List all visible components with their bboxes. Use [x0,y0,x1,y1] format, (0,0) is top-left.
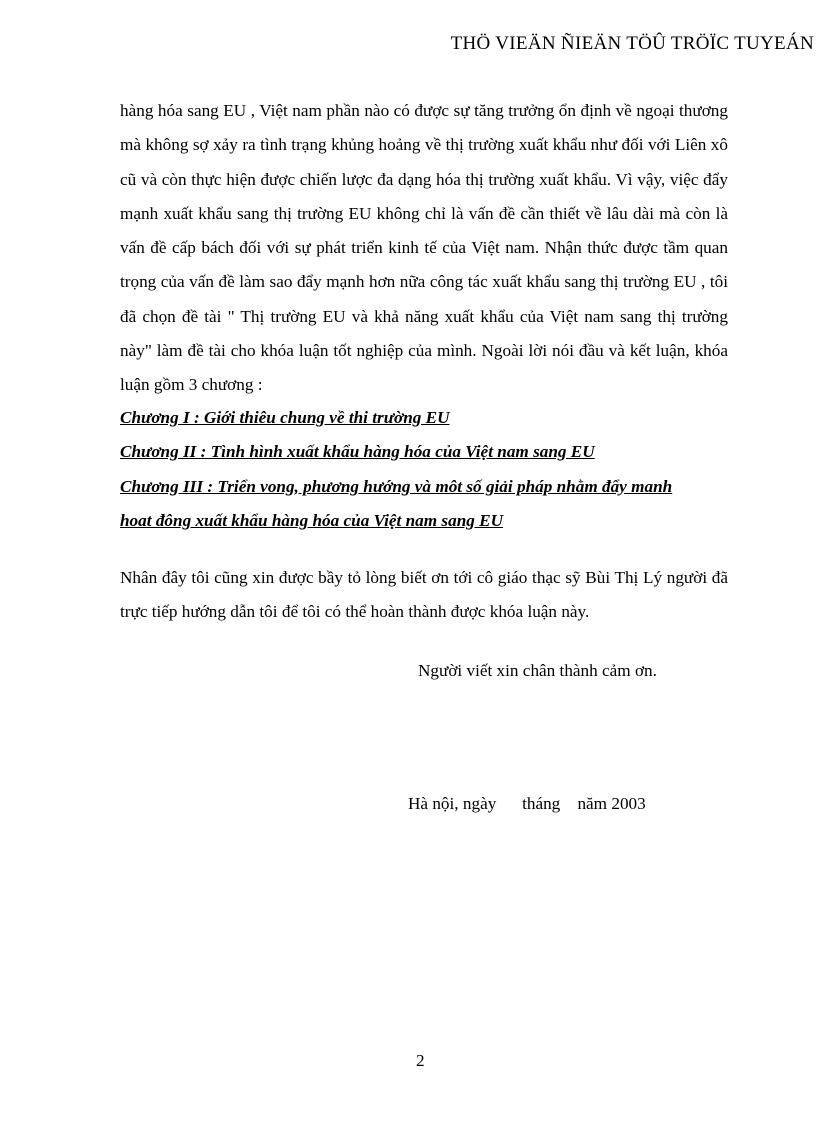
chapter-list [120,401,730,538]
date-line: Hà nội, ngày tháng năm 2003 [408,794,646,813]
intro-paragraph: hàng hóa sang EU , Việt nam phần nào có được sự tăng trưởng ổn định về ngoại thương mà không sợ xảy ra tình trạng khủng hoảng về thị trường xuất khẩu như đối với Liên xô cũ và còn thực hiện được chiến lược đa dạng hóa thị trường xuất khẩu. Vì vậy, việc đẩy mạnh xuất khẩu sang thị trường EU không chỉ là vấn đề cần thiết về lâu dài mà còn là vấn đề cấp bách đối với sự phát triển kinh tế của Việt nam. Nhận thức được tầm quan trọng của vấn đề làm sao đẩy mạnh hơn nữa công tác xuất khẩu sang thị trường EU , tôi đã chọn đề tài " Thị trường EU và khả năng xuất khẩu của Việt nam sang thị trường này" làm đề tài cho khóa luận tốt nghiệp của mình. Ngoài lời nói đầu và kết luận, khóa luận gồm 3 chương : [120,101,728,395]
chapter-2-line: Chương II : Tình hình xuất khẩu hàng hóa của Việt nam sang EU [120,442,595,462]
page-header: THÖ VIEÄN ÑIEÄN TÖÛ TRÖÏC TUYEÁN [450,33,814,54]
chapter-3-continuation: hoat đông xuất khẩu hàng hóa của Việt nam sang EU [120,510,504,530]
acknowledgement-paragraph: Nhân đây tôi cũng xin được bầy tỏ lòng biết ơn tới cô giáo thạc sỹ Bùi Thị Lý người đã trực tiếp hướng dẫn tôi để tôi có thể hoàn thành được khóa luận này. [120,568,728,622]
acknowledgement-block [120,561,728,630]
intro-paragraph-block [120,94,728,403]
page-number: 2 [416,1051,425,1070]
signature-line: Người viết xin chân thành cảm ơn. [418,661,657,680]
chapter-1-line: Chương I : Giới thiêu chung về thi trường EU [120,408,450,427]
chapter-3-line: Chương III : Triển vong, phương hướng và môt số giải pháp nhằm đẩy manh [120,476,673,496]
